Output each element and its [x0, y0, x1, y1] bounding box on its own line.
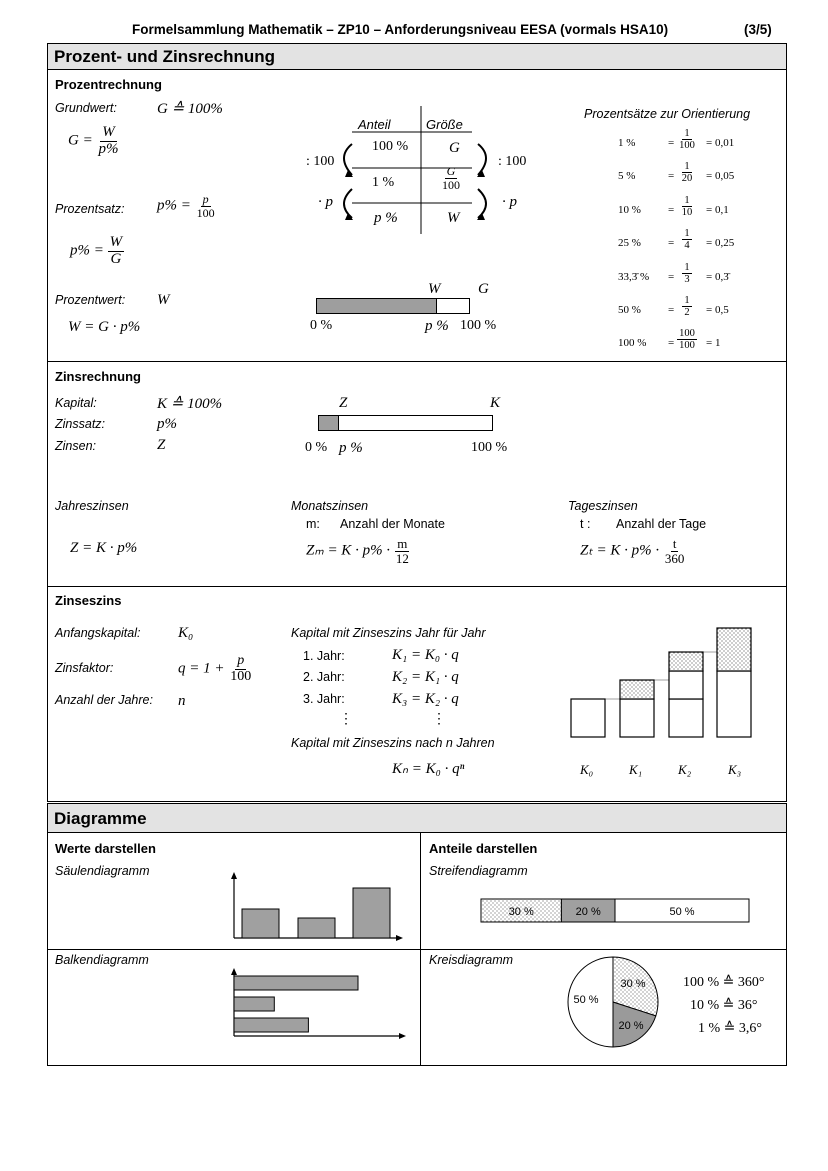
kreis-eq-1: 100 % ≙ 360°: [683, 975, 765, 990]
table-r1c1: 100 %: [372, 139, 409, 154]
pbar-zero: 0 %: [310, 318, 333, 333]
zinsfaktor-label: Zinsfaktor:: [55, 661, 114, 675]
tag-den: 360: [664, 550, 685, 566]
saeulen-y-arrow: [231, 872, 237, 879]
monat-den: 12: [395, 550, 409, 566]
zinsrechnung-title: Zinsrechnung: [55, 369, 141, 384]
zbar-p: p %: [339, 440, 363, 456]
orient-eq: =: [668, 170, 675, 183]
orient-pct: 10 %: [618, 203, 641, 216]
anzahl-jahre-def: n: [178, 693, 186, 709]
tag-num: t: [672, 536, 677, 551]
tag-formula-lhs: Zₜ = K · p% ·: [580, 542, 660, 559]
tageszinsen-formula: [580, 537, 686, 565]
monat-num: m: [397, 536, 408, 551]
table-col-anteil: Anteil: [358, 117, 391, 132]
zinsfaktor-num: p: [237, 653, 245, 668]
orient-decimal: = 0,3̄: [706, 270, 729, 283]
prozentsatz-def: [157, 193, 217, 219]
bar-label-k1: K₁: [629, 762, 643, 777]
year3-label: 3. Jahr:: [303, 692, 345, 706]
prozentwert-formula: W = G · p%: [68, 319, 141, 335]
balken-bar: [234, 997, 274, 1011]
prozentwert-def: W: [157, 292, 170, 308]
grundwert-label: Grundwert:: [55, 101, 117, 115]
zbar-K: K: [490, 395, 501, 411]
kreis-label: 20 %: [618, 1020, 644, 1032]
zins-bar: [318, 415, 493, 431]
dots-left: ⋮: [339, 712, 353, 727]
zbar-Z: Z: [339, 395, 348, 411]
jahreszinsen-label: Jahreszinsen: [55, 499, 129, 513]
table-mul-left: · p: [318, 194, 333, 210]
page-header-title: Formelsammlung Mathematik – ZP10 – Anforderungsniveau EESA (vormals HSA10): [132, 22, 669, 37]
orient-decimal: = 0,5: [706, 304, 729, 316]
monatszinsen-formula: [306, 537, 411, 565]
orient-fraction: $\frac{1}{100}$: [679, 128, 695, 152]
monat-formula-lhs: Zₘ = K · p% ·: [306, 542, 391, 559]
table-div-left: : 100: [306, 154, 335, 169]
kreisdiagramm-label: Kreisdiagramm: [429, 953, 514, 967]
year2-label: 2. Jahr:: [303, 670, 345, 684]
prozent-bar: [316, 298, 470, 314]
tag-desc: Anzahl der Tage: [616, 517, 707, 531]
nach-n-jahren-title: Kapital mit Zinseszins nach n Jahren: [291, 736, 495, 750]
diagramme-horizontal-divider: [47, 949, 787, 950]
anteile-darstellen-title: Anteile darstellen: [429, 841, 538, 856]
table-r2c2: [440, 165, 462, 191]
n-jahre-formula: Kₙ = K₀ · qⁿ: [392, 761, 465, 777]
werte-darstellen-title: Werte darstellen: [55, 841, 156, 856]
orient-pct: 5 %: [618, 170, 636, 183]
saeulen-bar: [298, 918, 335, 938]
balkendiagramm-label: Balkendiagramm: [55, 953, 149, 967]
table-col-groesse: Größe: [426, 117, 463, 132]
year3-formula: K₃ = K₂ · q: [392, 691, 459, 707]
year1-label: 1. Jahr:: [303, 649, 345, 663]
bar-k3-interest: [717, 628, 751, 671]
orient-decimal: = 1: [706, 337, 721, 350]
monat-var: m:: [306, 517, 320, 531]
saeulendiagramm-label: Säulendiagramm: [55, 864, 150, 878]
prozentsatz-formula-den: G: [110, 250, 122, 267]
orient-decimal: = 0,05: [706, 170, 735, 183]
orient-title: Prozentsätze zur Orientierung: [584, 107, 751, 121]
table-r2c1: 1 %: [372, 175, 395, 190]
orient-eq: =: [668, 237, 675, 250]
balken-bar: [234, 1018, 308, 1032]
bar-label-k0: K₀: [580, 762, 594, 777]
grundwert-den: p%: [98, 140, 119, 157]
bar-label-k3: K₃: [728, 762, 742, 777]
pbar-p: p %: [425, 318, 449, 334]
table-r3c2: W: [447, 210, 460, 226]
streifendiagramm-chart: [480, 898, 750, 924]
prozentsatz-lhs: p% =: [157, 197, 191, 214]
orient-pct: 100 %: [618, 337, 647, 350]
saeulen-bar: [242, 909, 279, 938]
pbar-W: W: [428, 281, 441, 297]
section-title-diagramme: Diagramme: [47, 803, 787, 833]
table-div-right: : 100: [498, 154, 527, 169]
kreis-label: 50 %: [573, 994, 599, 1006]
kapital-label: Kapital:: [55, 396, 97, 410]
orient-pct: 1 %: [618, 137, 636, 149]
monat-desc: Anzahl der Monate: [340, 517, 445, 531]
table-r3c1: p %: [374, 210, 398, 226]
table-r2c2-den: 100: [442, 177, 460, 192]
orient-eq: =: [668, 304, 675, 316]
orient-fraction: $\frac{100}{100}$: [679, 328, 695, 352]
zinsfaktor-den: 100: [230, 668, 252, 684]
bar-k2-middle: [669, 671, 703, 699]
pbar-G: G: [478, 281, 489, 297]
zinseszins-title: Zinseszins: [55, 593, 122, 608]
pbar-hundred: 100 %: [460, 318, 497, 333]
anfangskapital-def: K₀: [178, 625, 194, 641]
kreis-eq-2: 10 % ≙ 36°: [690, 998, 758, 1013]
bar-k2-lower: [669, 699, 703, 737]
zinseszins-bars: [565, 620, 765, 765]
anzahl-jahre-label: Anzahl der Jahre:: [55, 693, 153, 707]
streifen-label: 50 %: [669, 906, 695, 918]
prozentwert-label: Prozentwert:: [55, 293, 126, 307]
prozentsatz-num: p: [202, 192, 209, 206]
balkendiagramm-chart: [228, 968, 406, 1040]
orient-eq: =: [668, 337, 675, 350]
prozentsatz-label: Prozentsatz:: [55, 202, 125, 216]
zinsfaktor-formula: [178, 654, 253, 684]
prozentsatz-formula-num: W: [109, 234, 123, 250]
bar-k1-interest: [620, 680, 654, 699]
zbar-hundred: 100 %: [471, 440, 508, 455]
bar-label-k2: K₂: [678, 762, 692, 777]
balken-bar: [234, 976, 358, 990]
orient-decimal: = 0,25: [706, 237, 735, 250]
kapital-def: K ≙ 100%: [157, 396, 223, 412]
prozent-bar-fill: [317, 299, 437, 313]
balken-x-arrow: [399, 1033, 406, 1039]
orient-eq: =: [668, 203, 675, 216]
zinsen-def: Z: [157, 437, 166, 453]
orient-fraction: $\frac{1}{3}$: [684, 261, 690, 285]
bar-k0: [571, 699, 605, 737]
prozentrechnung-title: Prozentrechnung: [55, 77, 162, 92]
streifendiagramm-label: Streifendiagramm: [429, 864, 528, 878]
year1-formula: K₁ = K₀ · q: [392, 647, 459, 663]
tageszinsen-label: Tageszinsen: [568, 499, 638, 513]
prozentsatz-den: 100: [196, 205, 215, 220]
tag-var: t :: [580, 517, 591, 531]
year2-formula: K₂ = K₁ · q: [392, 669, 459, 685]
bar-k1-base: [620, 699, 654, 737]
orient-pct: 50 %: [618, 304, 641, 316]
dreisatz-table-lines: [300, 100, 540, 240]
anfangskapital-label: Anfangskapital:: [55, 626, 141, 640]
page-number: (3/5): [744, 22, 772, 37]
jahr-fuer-jahr-title: Kapital mit Zinseszins Jahr für Jahr: [291, 626, 486, 640]
table-mul-right: · p: [502, 194, 517, 210]
kreis-eq-3: 1 % ≙ 3,6°: [698, 1021, 762, 1036]
orient-pct: 25 %: [618, 237, 641, 250]
monatszinsen-label: Monatszinsen: [291, 499, 369, 513]
prozentsatz-formula-lhs: p% =: [70, 242, 104, 259]
zinsfaktor-lhs: q = 1 +: [178, 660, 225, 677]
section-title-prozent-zins: Prozent- und Zinsrechnung: [47, 43, 787, 70]
zinsen-label: Zinsen:: [55, 439, 96, 453]
dots-right: ⋮: [432, 712, 446, 727]
saeulendiagramm-chart: [228, 872, 403, 944]
bar-k3-base: [717, 671, 751, 737]
kreisdiagramm-chart: [566, 955, 660, 1049]
grundwert-num: W: [102, 124, 115, 140]
jahreszinsen-formula: Z = K · p%: [70, 540, 138, 556]
orient-fraction: $\frac{1}{20}$: [681, 161, 693, 185]
orient-pct: 33,3̄ %: [618, 270, 650, 283]
bar-k2-interest: [669, 652, 703, 671]
kreis-label: 30 %: [620, 978, 646, 990]
saeulen-bar: [353, 888, 390, 938]
orient-fraction: $\frac{1}{2}$: [684, 295, 690, 319]
orient-eq: =: [668, 137, 675, 149]
streifen-label: 20 %: [575, 906, 601, 918]
orient-decimal: = 0,01: [706, 137, 735, 149]
orient-fraction: $\frac{1}{4}$: [684, 228, 690, 252]
grundwert-formula: [68, 125, 120, 158]
zinssatz-def: p%: [157, 416, 177, 432]
orient-eq: =: [668, 270, 675, 283]
streifen-label: 30 %: [508, 906, 534, 918]
orient-decimal: = 0,1: [706, 203, 729, 216]
zbar-zero: 0 %: [305, 440, 328, 455]
table-r2c2-num: G: [446, 164, 456, 178]
grundwert-def: G ≙ 100%: [157, 101, 223, 117]
prozentsatz-formula: [70, 235, 124, 268]
orient-fraction: $\frac{1}{10}$: [681, 194, 693, 218]
grundwert-lhs: G =: [68, 132, 93, 149]
balken-y-arrow: [231, 968, 237, 975]
table-r1c2: G: [449, 140, 460, 156]
zinssatz-label: Zinssatz:: [55, 417, 106, 431]
zins-bar-fill: [319, 416, 339, 430]
saeulen-x-arrow: [396, 935, 403, 941]
